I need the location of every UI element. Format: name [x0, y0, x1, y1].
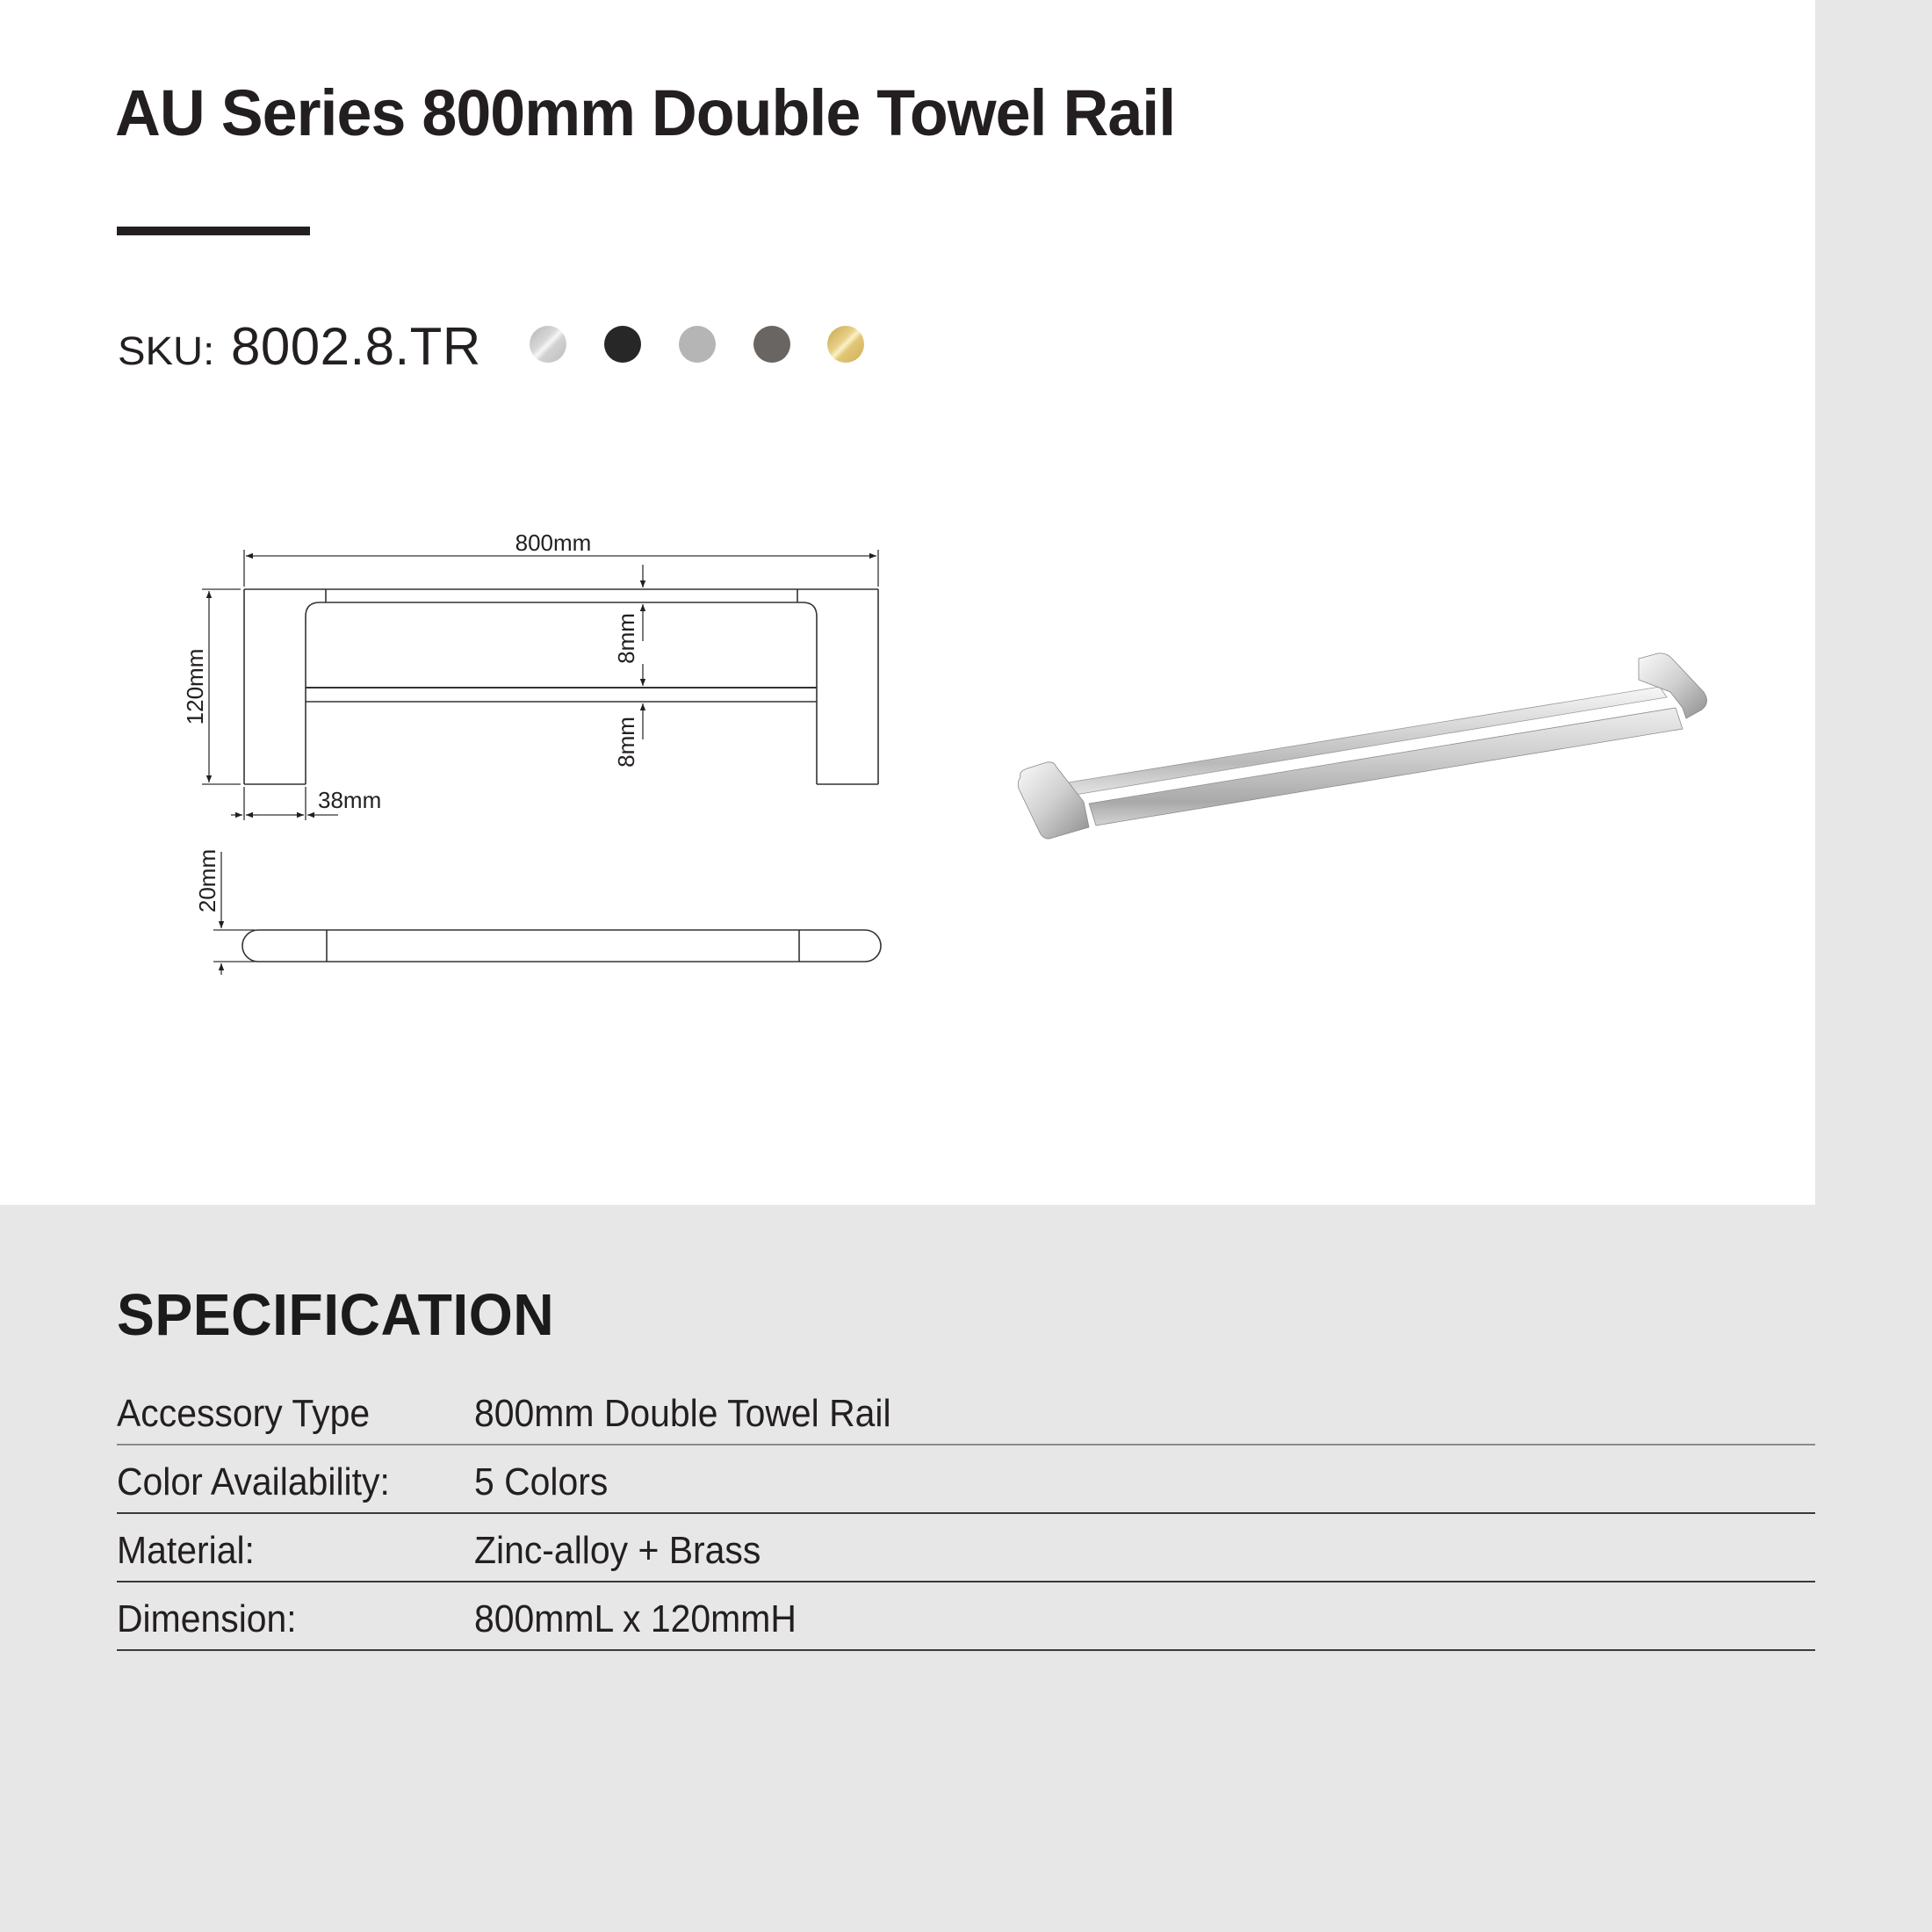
- sku-value: 8002.8.TR: [231, 317, 481, 376]
- front-view: [244, 589, 878, 784]
- spec-row-dimension: [117, 1582, 1815, 1651]
- dim-800mm-label: 800mm: [515, 530, 592, 556]
- spec-label: Dimension:: [117, 1597, 297, 1640]
- spec-label: Material:: [117, 1529, 255, 1572]
- spec-label: Color Availability:: [117, 1460, 390, 1503]
- dimension-lines: [202, 550, 878, 820]
- spec-row-color-availability: [117, 1445, 1815, 1514]
- spec-value: 5 Colors: [474, 1460, 609, 1503]
- product-photo: [1010, 641, 1712, 869]
- dim-20mm-label: 20mm: [194, 848, 220, 913]
- dim-120mm-label: 120mm: [182, 648, 208, 725]
- side-view: [242, 930, 881, 962]
- spec-label: Accessory Type: [117, 1392, 371, 1435]
- dim-8mm-bottom-label: 8mm: [613, 717, 639, 768]
- spec-row-material: [117, 1514, 1815, 1582]
- spec-value: Zinc-alloy + Brass: [474, 1529, 761, 1572]
- spec-value: 800mmL x 120mmH: [474, 1597, 797, 1640]
- technical-drawing: [0, 0, 966, 1054]
- sku-label: SKU:: [118, 328, 215, 373]
- product-title: AU Series 800mm Double Towel Rail: [115, 76, 1176, 149]
- specification-table: [117, 1377, 1815, 1651]
- dim-38mm-label: 38mm: [318, 787, 382, 813]
- dim-8mm-top-label: 8mm: [613, 613, 639, 664]
- spec-row-accessory-type: [117, 1377, 1815, 1445]
- spec-value: 800mm Double Towel Rail: [474, 1392, 891, 1435]
- specification-title: SPECIFICATION: [117, 1282, 555, 1348]
